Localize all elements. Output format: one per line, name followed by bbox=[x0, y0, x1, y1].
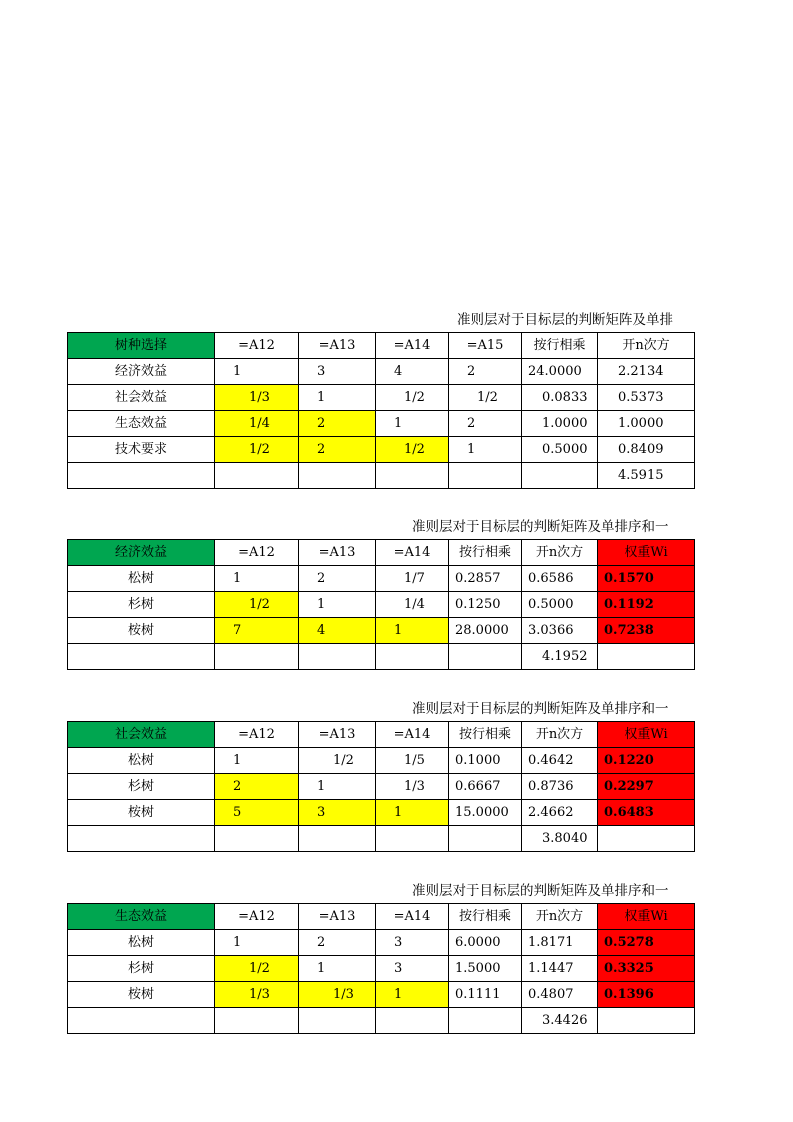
table-header-row bbox=[68, 722, 695, 748]
header-cell[interactable]: 开n次方 bbox=[598, 333, 695, 359]
table-row bbox=[68, 359, 695, 385]
matrix-cell[interactable]: 1 bbox=[215, 566, 299, 592]
table-row bbox=[68, 437, 695, 463]
row-label-cell[interactable]: 杉树 bbox=[68, 592, 215, 618]
row-label-cell[interactable]: 松树 bbox=[68, 748, 215, 774]
matrix-cell[interactable]: 1/3 bbox=[215, 385, 299, 411]
empty-cell[interactable] bbox=[449, 826, 522, 852]
weight-cell[interactable]: 0.1570 bbox=[598, 566, 695, 592]
product-cell[interactable]: 0.2857 bbox=[449, 566, 522, 592]
root-cell[interactable]: 0.8736 bbox=[522, 774, 598, 800]
economic-matrix-block bbox=[67, 517, 694, 672]
root-cell[interactable]: 3.0366 bbox=[522, 618, 598, 644]
weight-cell[interactable]: 0.6483 bbox=[598, 800, 695, 826]
table-row bbox=[68, 956, 695, 982]
matrix-cell[interactable]: 1 bbox=[449, 437, 522, 463]
product-cell[interactable]: 24.0000 bbox=[522, 359, 598, 385]
matrix-cell[interactable]: 1/4 bbox=[376, 592, 449, 618]
product-cell[interactable]: 1.5000 bbox=[449, 956, 522, 982]
empty-cell[interactable] bbox=[299, 644, 376, 670]
product-cell[interactable]: 28.0000 bbox=[449, 618, 522, 644]
header-cell[interactable]: =A13 bbox=[299, 333, 376, 359]
sum-cell[interactable]: 4.1952 bbox=[522, 644, 598, 670]
empty-cell[interactable] bbox=[68, 826, 215, 852]
table-caption: 准则层对于目标层的判断矩阵及单排 bbox=[457, 312, 673, 328]
header-cell[interactable]: 社会效益 bbox=[68, 722, 215, 748]
matrix-cell[interactable]: 1/2 bbox=[449, 385, 522, 411]
matrix-cell[interactable]: 2 bbox=[299, 411, 376, 437]
empty-cell[interactable] bbox=[598, 644, 695, 670]
empty-cell[interactable] bbox=[522, 463, 598, 489]
header-cell[interactable]: =A12 bbox=[215, 722, 299, 748]
empty-cell[interactable] bbox=[376, 1008, 449, 1034]
product-cell[interactable]: 0.5000 bbox=[522, 437, 598, 463]
header-cell[interactable]: =A13 bbox=[299, 722, 376, 748]
matrix-cell[interactable]: 1 bbox=[299, 956, 376, 982]
social-matrix-table bbox=[67, 721, 695, 852]
row-label-cell[interactable]: 杉树 bbox=[68, 956, 215, 982]
row-label-cell[interactable]: 桉树 bbox=[68, 618, 215, 644]
matrix-cell[interactable]: 1 bbox=[376, 982, 449, 1008]
empty-cell[interactable] bbox=[376, 463, 449, 489]
row-label-cell[interactable]: 技术要求 bbox=[68, 437, 215, 463]
weight-header-cell[interactable]: 权重Wi bbox=[598, 540, 695, 566]
table-row bbox=[68, 385, 695, 411]
matrix-cell[interactable]: 1 bbox=[376, 411, 449, 437]
weight-cell[interactable]: 0.2297 bbox=[598, 774, 695, 800]
header-cell[interactable]: =A14 bbox=[376, 722, 449, 748]
empty-cell[interactable] bbox=[68, 463, 215, 489]
row-label-cell[interactable]: 松树 bbox=[68, 566, 215, 592]
matrix-cell[interactable]: 1/2 bbox=[376, 385, 449, 411]
weight-cell[interactable]: 0.5278 bbox=[598, 930, 695, 956]
empty-cell[interactable] bbox=[215, 826, 299, 852]
table-row bbox=[68, 618, 695, 644]
empty-cell[interactable] bbox=[376, 826, 449, 852]
header-cell[interactable]: =A12 bbox=[215, 333, 299, 359]
matrix-cell[interactable]: 1 bbox=[215, 748, 299, 774]
row-label-cell[interactable]: 社会效益 bbox=[68, 385, 215, 411]
root-cell[interactable]: 0.4642 bbox=[522, 748, 598, 774]
table-header-row bbox=[68, 904, 695, 930]
root-cell[interactable]: 0.6586 bbox=[522, 566, 598, 592]
table-caption: 准则层对于目标层的判断矩阵及单排序和一 bbox=[412, 883, 669, 899]
header-cell[interactable]: 开n次方 bbox=[522, 540, 598, 566]
root-cell[interactable]: 0.5000 bbox=[522, 592, 598, 618]
root-cell[interactable]: 0.4807 bbox=[522, 982, 598, 1008]
empty-cell[interactable] bbox=[215, 463, 299, 489]
weight-cell[interactable]: 0.1396 bbox=[598, 982, 695, 1008]
sum-cell[interactable]: 4.5915 bbox=[598, 463, 695, 489]
matrix-cell[interactable]: 1 bbox=[215, 359, 299, 385]
sum-cell[interactable]: 3.8040 bbox=[522, 826, 598, 852]
empty-cell[interactable] bbox=[449, 463, 522, 489]
matrix-cell[interactable]: 3 bbox=[376, 956, 449, 982]
matrix-cell[interactable]: 4 bbox=[376, 359, 449, 385]
empty-cell[interactable] bbox=[376, 644, 449, 670]
row-label-cell[interactable]: 杉树 bbox=[68, 774, 215, 800]
matrix-cell[interactable]: 1 bbox=[376, 800, 449, 826]
matrix-cell[interactable]: 1/5 bbox=[376, 748, 449, 774]
product-cell[interactable]: 0.1250 bbox=[449, 592, 522, 618]
header-cell[interactable]: =A13 bbox=[299, 904, 376, 930]
ecological-matrix-table bbox=[67, 903, 695, 1034]
matrix-cell[interactable]: 2 bbox=[449, 359, 522, 385]
matrix-cell[interactable]: 1 bbox=[376, 618, 449, 644]
criteria-matrix-block bbox=[67, 310, 694, 490]
root-cell[interactable]: 0.8409 bbox=[598, 437, 695, 463]
row-label-cell[interactable]: 经济效益 bbox=[68, 359, 215, 385]
table-row bbox=[68, 411, 695, 437]
root-cell[interactable]: 1.8171 bbox=[522, 930, 598, 956]
header-cell[interactable]: 按行相乘 bbox=[449, 722, 522, 748]
row-label-cell[interactable]: 桉树 bbox=[68, 982, 215, 1008]
root-cell[interactable]: 2.2134 bbox=[598, 359, 695, 385]
matrix-cell[interactable]: 7 bbox=[215, 618, 299, 644]
header-cell[interactable]: =A13 bbox=[299, 540, 376, 566]
matrix-cell[interactable]: 1/3 bbox=[376, 774, 449, 800]
header-cell[interactable]: 按行相乘 bbox=[522, 333, 598, 359]
matrix-cell[interactable]: 3 bbox=[299, 800, 376, 826]
table-row bbox=[68, 592, 695, 618]
row-label-cell[interactable]: 生态效益 bbox=[68, 411, 215, 437]
table-row bbox=[68, 748, 695, 774]
matrix-cell[interactable]: 1/3 bbox=[215, 982, 299, 1008]
header-cell[interactable]: 按行相乘 bbox=[449, 904, 522, 930]
matrix-cell[interactable]: 2 bbox=[215, 774, 299, 800]
product-cell[interactable]: 0.1000 bbox=[449, 748, 522, 774]
economic-matrix-table bbox=[67, 539, 695, 670]
table-caption: 准则层对于目标层的判断矩阵及单排序和一 bbox=[412, 701, 669, 717]
weight-cell[interactable]: 0.3325 bbox=[598, 956, 695, 982]
table-header-row bbox=[68, 540, 695, 566]
matrix-cell[interactable]: 1/7 bbox=[376, 566, 449, 592]
matrix-cell[interactable]: 1/2 bbox=[215, 956, 299, 982]
empty-cell[interactable] bbox=[215, 644, 299, 670]
table-row bbox=[68, 982, 695, 1008]
root-cell[interactable]: 1.1447 bbox=[522, 956, 598, 982]
matrix-cell[interactable]: 1 bbox=[299, 592, 376, 618]
weight-header-cell[interactable]: 权重Wi bbox=[598, 904, 695, 930]
root-cell[interactable]: 2.4662 bbox=[522, 800, 598, 826]
empty-cell[interactable] bbox=[449, 1008, 522, 1034]
matrix-cell[interactable]: 1/4 bbox=[215, 411, 299, 437]
matrix-cell[interactable]: 1 bbox=[215, 930, 299, 956]
product-cell[interactable]: 0.0833 bbox=[522, 385, 598, 411]
table-sum-row bbox=[68, 826, 695, 852]
row-label-cell[interactable]: 桉树 bbox=[68, 800, 215, 826]
table-row bbox=[68, 800, 695, 826]
matrix-cell[interactable]: 1/2 bbox=[376, 437, 449, 463]
root-cell[interactable]: 0.5373 bbox=[598, 385, 695, 411]
sum-cell[interactable]: 3.4426 bbox=[522, 1008, 598, 1034]
matrix-cell[interactable]: 1 bbox=[299, 385, 376, 411]
matrix-cell[interactable]: 2 bbox=[299, 437, 376, 463]
header-cell[interactable]: =A14 bbox=[376, 904, 449, 930]
matrix-cell[interactable]: 2 bbox=[299, 566, 376, 592]
header-cell[interactable]: 树种选择 bbox=[68, 333, 215, 359]
weight-cell[interactable]: 0.1192 bbox=[598, 592, 695, 618]
product-cell[interactable]: 15.0000 bbox=[449, 800, 522, 826]
table-sum-row bbox=[68, 1008, 695, 1034]
empty-cell[interactable] bbox=[68, 1008, 215, 1034]
empty-cell[interactable] bbox=[598, 826, 695, 852]
table-caption: 准则层对于目标层的判断矩阵及单排序和一 bbox=[412, 519, 669, 535]
product-cell[interactable]: 0.1111 bbox=[449, 982, 522, 1008]
matrix-cell[interactable]: 1/2 bbox=[215, 437, 299, 463]
matrix-cell[interactable]: 2 bbox=[299, 930, 376, 956]
table-sum-row bbox=[68, 463, 695, 489]
empty-cell[interactable] bbox=[215, 1008, 299, 1034]
header-cell[interactable]: =A14 bbox=[376, 333, 449, 359]
matrix-cell[interactable]: 5 bbox=[215, 800, 299, 826]
product-cell[interactable]: 1.0000 bbox=[522, 411, 598, 437]
empty-cell[interactable] bbox=[299, 463, 376, 489]
social-matrix-block bbox=[67, 699, 694, 854]
table-row bbox=[68, 774, 695, 800]
matrix-cell[interactable]: 3 bbox=[299, 359, 376, 385]
header-cell[interactable]: 生态效益 bbox=[68, 904, 215, 930]
header-cell[interactable]: =A12 bbox=[215, 904, 299, 930]
weight-cell[interactable]: 0.1220 bbox=[598, 748, 695, 774]
matrix-cell[interactable]: 1 bbox=[299, 774, 376, 800]
matrix-cell[interactable]: 3 bbox=[376, 930, 449, 956]
criteria-matrix-table bbox=[67, 332, 695, 489]
matrix-cell[interactable]: 1/3 bbox=[299, 982, 376, 1008]
header-cell[interactable]: 经济效益 bbox=[68, 540, 215, 566]
header-cell[interactable]: =A12 bbox=[215, 540, 299, 566]
empty-cell[interactable] bbox=[68, 644, 215, 670]
weight-cell[interactable]: 0.7238 bbox=[598, 618, 695, 644]
matrix-cell[interactable]: 2 bbox=[449, 411, 522, 437]
product-cell[interactable]: 0.6667 bbox=[449, 774, 522, 800]
header-cell[interactable]: =A14 bbox=[376, 540, 449, 566]
header-cell[interactable]: 开n次方 bbox=[522, 722, 598, 748]
empty-cell[interactable] bbox=[299, 1008, 376, 1034]
table-row bbox=[68, 930, 695, 956]
header-cell[interactable]: 开n次方 bbox=[522, 904, 598, 930]
matrix-cell[interactable]: 1/2 bbox=[299, 748, 376, 774]
matrix-cell[interactable]: 4 bbox=[299, 618, 376, 644]
table-header-row bbox=[68, 333, 695, 359]
header-cell[interactable]: =A15 bbox=[449, 333, 522, 359]
root-cell[interactable]: 1.0000 bbox=[598, 411, 695, 437]
matrix-cell[interactable]: 1/2 bbox=[215, 592, 299, 618]
empty-cell[interactable] bbox=[449, 644, 522, 670]
row-label-cell[interactable]: 松树 bbox=[68, 930, 215, 956]
table-row bbox=[68, 566, 695, 592]
empty-cell[interactable] bbox=[598, 1008, 695, 1034]
ecological-matrix-block bbox=[67, 881, 694, 1036]
header-cell[interactable]: 按行相乘 bbox=[449, 540, 522, 566]
table-sum-row bbox=[68, 644, 695, 670]
weight-header-cell[interactable]: 权重Wi bbox=[598, 722, 695, 748]
product-cell[interactable]: 6.0000 bbox=[449, 930, 522, 956]
empty-cell[interactable] bbox=[299, 826, 376, 852]
